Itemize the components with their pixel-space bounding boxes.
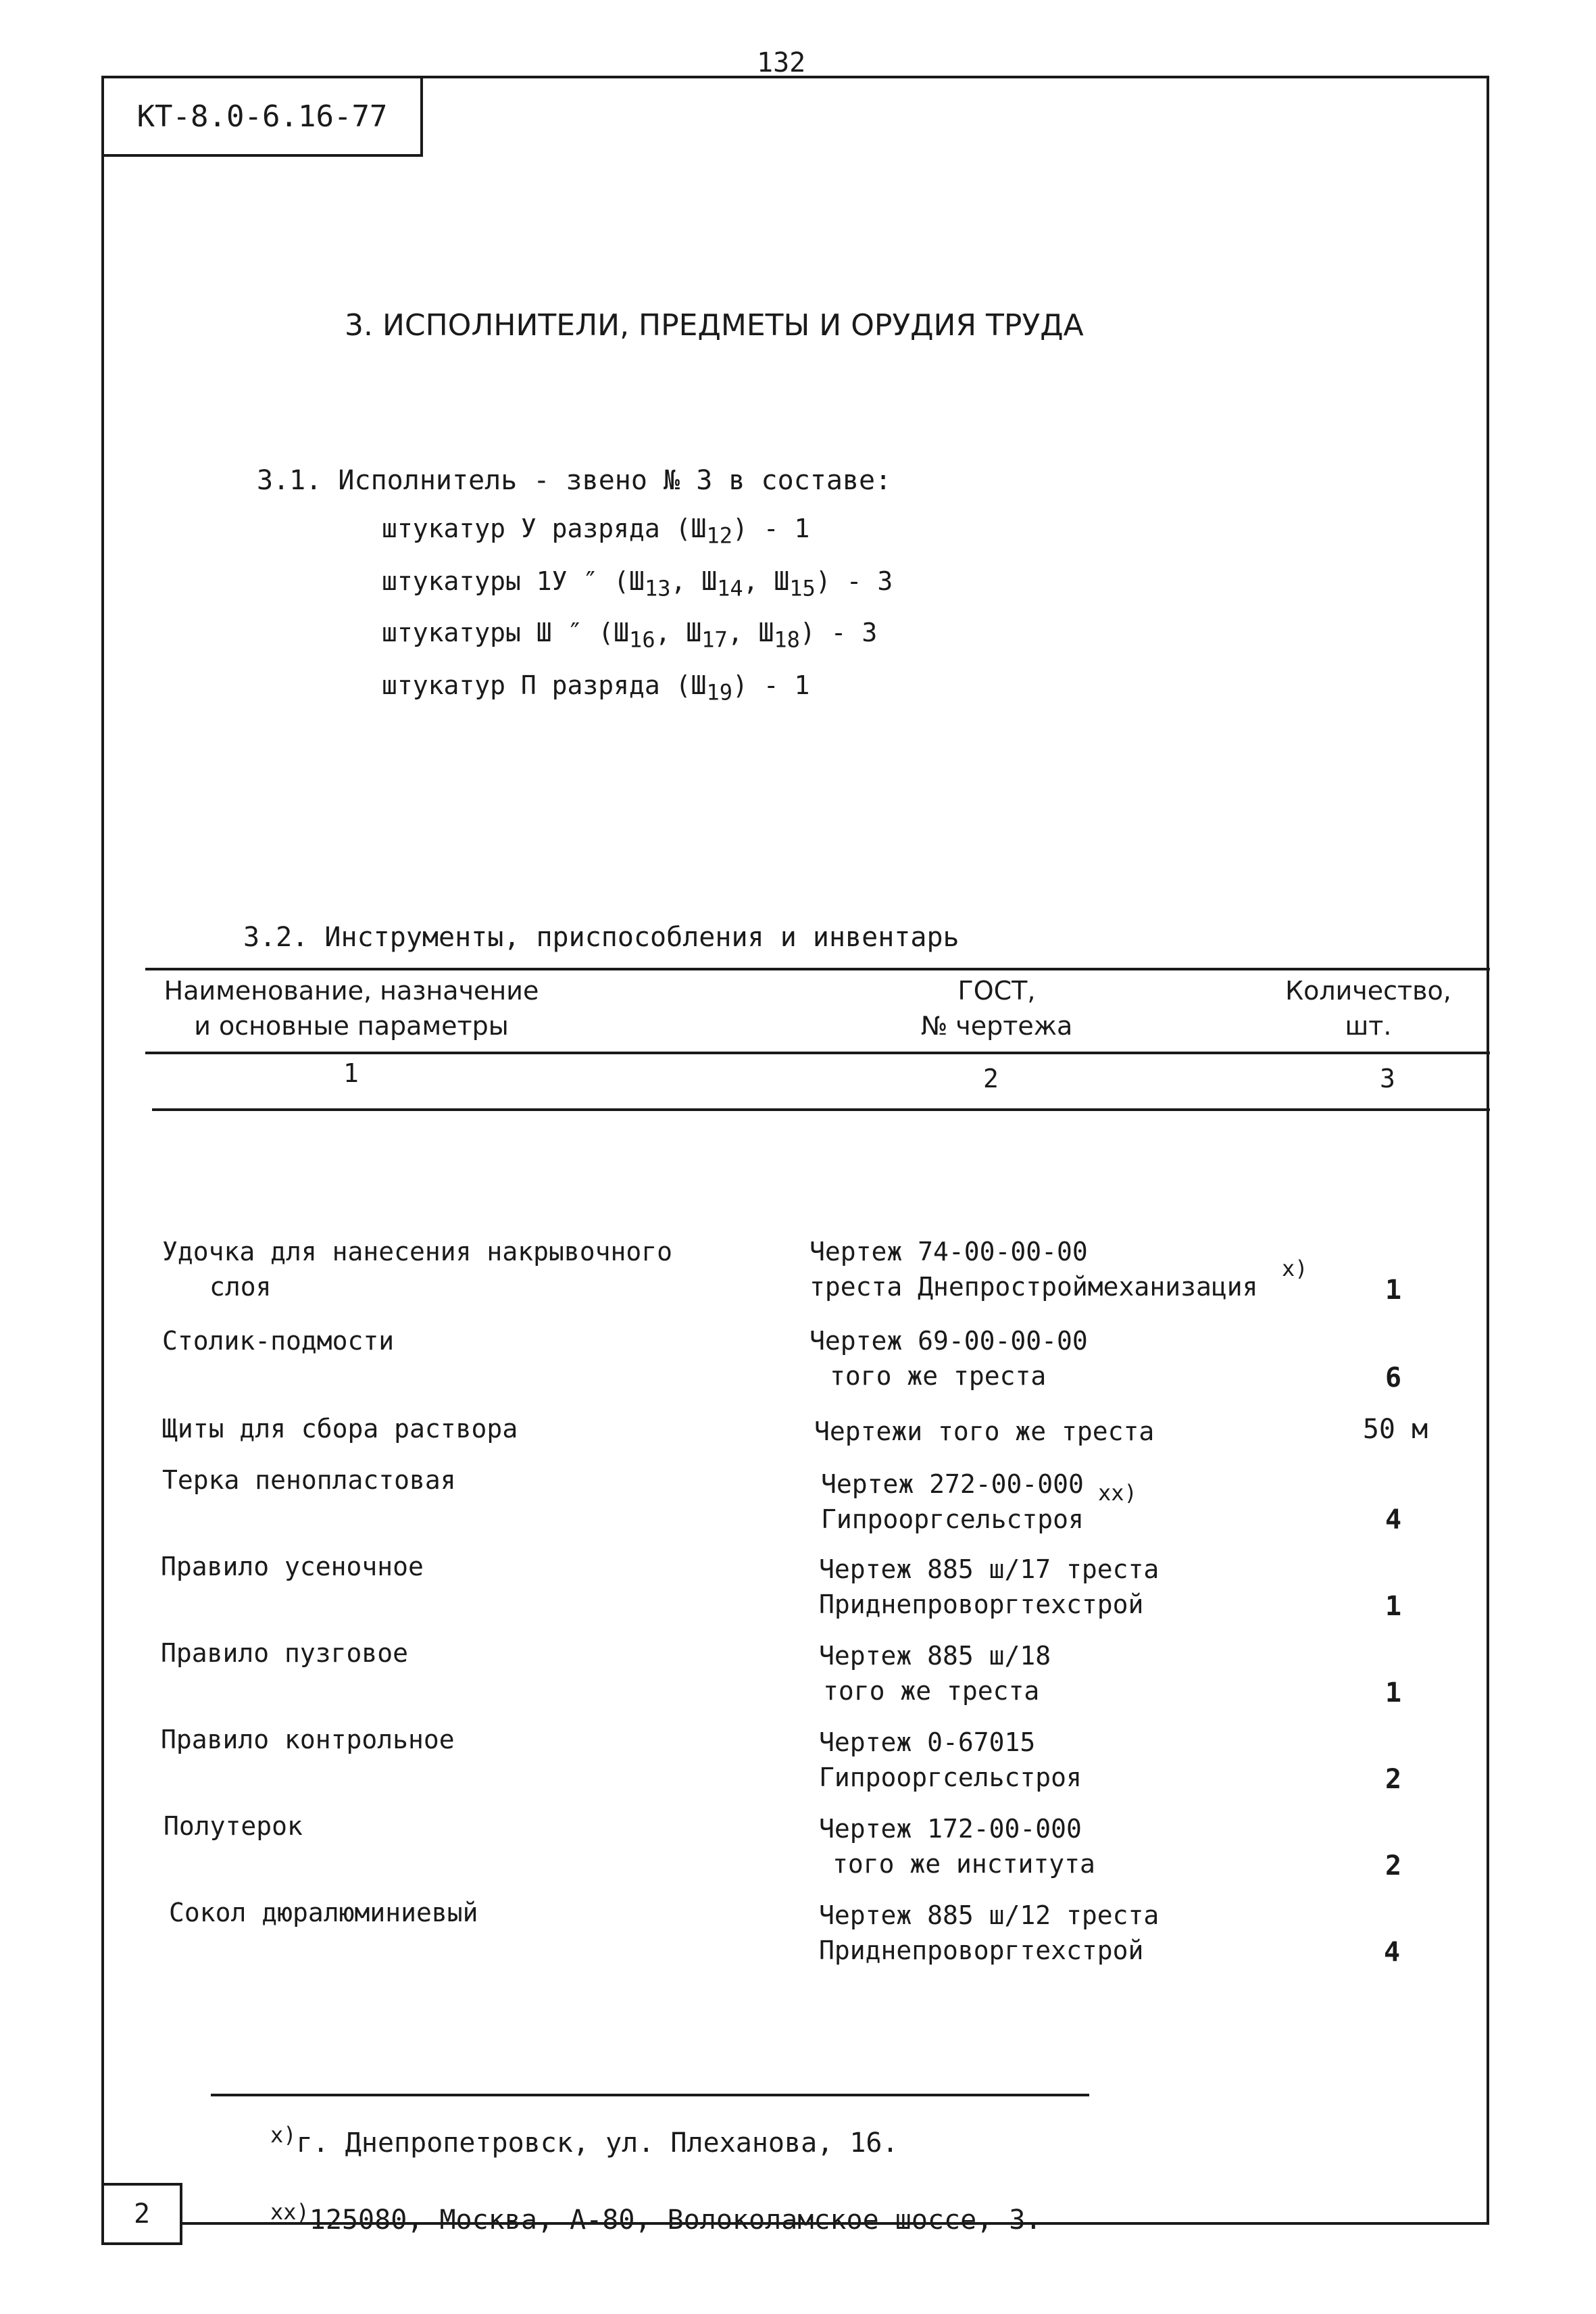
- section-title: 3. ИСПОЛНИТЕЛИ, ПРЕДМЕТЫ И ОРУДИЯ ТРУДА: [345, 308, 1084, 343]
- footnote: $^{х)}$г. Днепропетровск, ул. Плеханова, 16.: [270, 2122, 899, 2159]
- table-rule-top: [145, 968, 1490, 970]
- tool-name: Полутерок: [164, 1811, 303, 1841]
- tool-quantity: 6: [1385, 1362, 1402, 1394]
- column-header-gost: ГОСТ, № чертежа: [920, 976, 1073, 1041]
- tool-name: Удочка для нанесения накрывочного: [162, 1237, 672, 1266]
- tool-name: Правило усеночное: [161, 1552, 424, 1581]
- tool-quantity: 2: [1385, 1850, 1402, 1881]
- footnote-mark: хх): [1098, 1480, 1137, 1506]
- column-number: 2: [983, 1064, 999, 1093]
- tool-quantity: 2: [1385, 1764, 1402, 1795]
- table-rule-header: [145, 1052, 1490, 1054]
- tool-quantity: 50 м: [1362, 1414, 1428, 1445]
- footnote-mark: х): [1282, 1256, 1308, 1281]
- column-number: 1: [343, 1058, 359, 1088]
- tool-gost: Чертеж 885 ш/12 треста Приднепроворгтехстрой: [819, 1900, 1159, 1965]
- tool-gost: Чертеж 172-00-000 того же института: [819, 1814, 1095, 1879]
- document-code: КТ-8.0-6.16-77: [101, 76, 423, 157]
- performers-heading: 3.1. Исполнитель - звено № 3 в составе:: [257, 465, 892, 496]
- tool-gost: Чертежи того же треста: [814, 1417, 1155, 1446]
- table-rule-numbers: [152, 1108, 1490, 1111]
- tool-quantity: 1: [1385, 1677, 1402, 1708]
- tool-quantity: 4: [1385, 1504, 1402, 1535]
- tool-name: Сокол дюралюминиевый: [169, 1898, 478, 1927]
- tool-quantity: 4: [1383, 1937, 1401, 1968]
- performer-line: штукатуры Ш ″ ($Ш_{16}$, $Ш_{17}$, $Ш_{18}) - 3$: [382, 618, 878, 653]
- tool-quantity: 1: [1385, 1591, 1402, 1622]
- column-header-quantity: Количество, шт.: [1285, 976, 1451, 1041]
- tool-name: Терка пенопластовая: [162, 1465, 456, 1495]
- column-header-name: Наименование, назначение и основные параметры: [164, 976, 539, 1041]
- performer-line: штукатур У разряда $(Ш_{12}) - 1$: [382, 514, 810, 549]
- performer-line: штукатур П разряда $(Ш_{19}) - 1$: [382, 670, 810, 706]
- table-row: [162, 1234, 672, 1304]
- tool-gost: Чертеж 0-67015 Гипрооргсельстроя: [819, 1727, 1082, 1792]
- tool-name: Правило контрольное: [161, 1725, 455, 1754]
- sheet-number: 2: [101, 2183, 182, 2245]
- tool-gost: Чертеж 69-00-00-00 того же треста: [809, 1326, 1088, 1391]
- tools-heading: 3.2. Инструменты, приспособления и инвентарь: [243, 922, 959, 953]
- tool-name: слоя: [209, 1272, 272, 1302]
- tool-gost: Чертеж 74-00-00-00 треста Днепростроймеханизация: [809, 1237, 1258, 1302]
- tool-gost: Чертеж 885 ш/18 того же треста: [819, 1641, 1051, 1706]
- footnote-rule: [211, 2094, 1089, 2096]
- tool-gost: Чертеж 885 ш/17 треста Приднепроворгтехстрой: [819, 1554, 1159, 1619]
- tool-quantity: 1: [1385, 1275, 1402, 1306]
- tool-name: Щиты для сбора раствора: [162, 1414, 518, 1444]
- tool-name: Столик-подмости: [162, 1326, 395, 1356]
- performer-line: штукатуры 1У ″ ($Ш_{13}$, $Ш_{14}$, $Ш_{15}) - 3$: [382, 566, 893, 601]
- page-number: 132: [757, 47, 806, 78]
- tool-name: Правило пузговое: [161, 1638, 409, 1668]
- footnote: $^{хх)}$125080, Москва, А-80, Волоколамское шоссе, 3.: [270, 2199, 1042, 2236]
- tool-gost: Чертеж 272-00-000 Гипрооргсельстроя: [821, 1469, 1084, 1534]
- column-number: 3: [1380, 1064, 1395, 1093]
